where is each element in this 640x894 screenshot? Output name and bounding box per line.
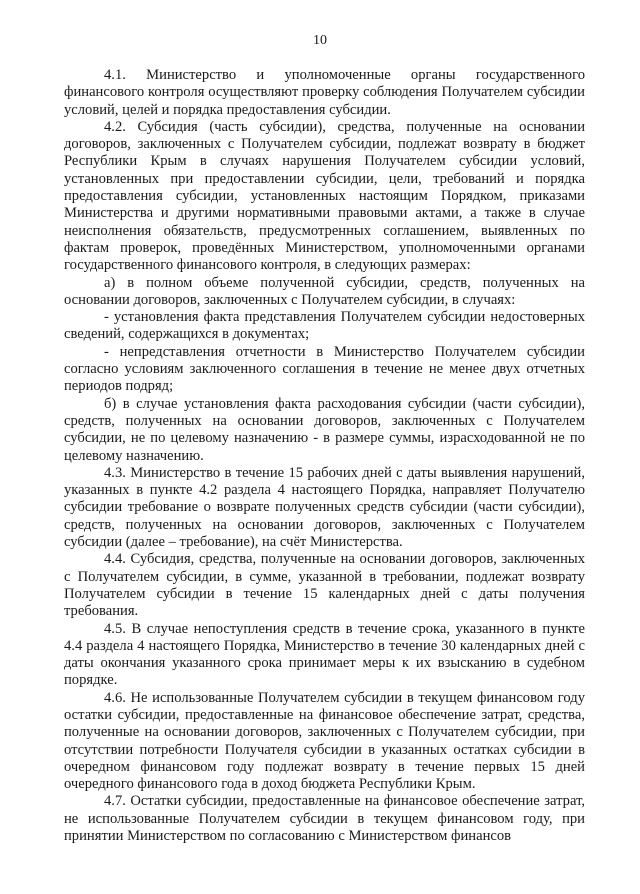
paragraph-4-1: 4.1. Министерство и уполномоченные органы государственного финансового контроля осуществляют проверку соблюдения Получателем субсидии условий, целей и порядка предоставления субсидии. (64, 67, 585, 118)
page-number: 10 (313, 33, 327, 48)
paragraph-4-5: 4.5. В случае непоступления средств в течение срока, указанного в пункте 4.4 раздела 4 настоящего Порядка, Министерство в течение 30 календарных дней с даты окончания указанного срока принимает меры к их взысканию в судебном порядке. (64, 620, 585, 689)
paragraph-4-2: 4.2. Субсидия (часть субсидии), средства, полученные на основании договоров, заключенных с Получателем субсидии, подлежат возврату в бюджет Республики Крым в случаях нарушения Получателем субсидии условий, установленных при предоставлении субсидии, цели, требований и порядка предоставления субсидии, установленных настоящим Порядком, приказами Министерства и другими нормативными правовыми актами, а также в случае неисполнения обязательств, предусмотренных соглашением, выявленных по фактам проверок, проведённых Министерством, уполномоченными органами государственного финансового контроля, в следующих размерах: (64, 118, 585, 274)
paragraph-4-6: 4.6. Не использованные Получателем субсидии в текущем финансовом году остатки субсидии, предоставленные на финансовое обеспечение затрат, средства, полученные на основании договоров, заключенных с Получателем субсидии, при отсутствии потребности Получателя субсидии в указанных остатках субсидии в очередном финансовом году подлежат возврату в течение первых 15 дней очередного финансового года в доход бюджета Республики Крым. (64, 689, 585, 793)
paragraph-4-2-a: а) в полном объеме полученной субсидии, средств, полученных на основании договоров, заключенных с Получателем субсидии, в случаях: (64, 274, 585, 308)
paragraph-4-7: 4.7. Остатки субсидии, предоставленные на финансовое обеспечение затрат, не использованные Получателем субсидии в текущем финансовом году, при принятии Министерством по согласованию с Министерством финансов (64, 793, 585, 845)
paragraph-4-3: 4.3. Министерство в течение 15 рабочих дней с даты выявления нарушений, указанных в пункте 4.2 раздела 4 настоящего Порядка, направляет Получателю субсидии требование о возврате полученных средств субсидии (части субсидии), средств, полученных на основании договоров, заключенных с Получателем субсидии (далее – требование), на счёт Министерства. (64, 464, 585, 551)
paragraph-4-4: 4.4. Субсидия, средства, полученные на основании договоров, заключенных с Получателем субсидии, в сумме, указанной в требовании, подлежат возврату Получателем субсидии в течение 15 календарных дней с даты получения требования. (64, 551, 585, 620)
document-body (64, 67, 585, 845)
list-item-false-information: - установления факта представления Получателем субсидии недостоверных сведений, содержащихся в документах; (64, 309, 585, 343)
list-item-no-reporting: - непредставления отчетности в Министерство Получателем субсидии согласно условиям заключенного соглашения в течение не менее двух отчетных периодов подряд; (64, 343, 585, 395)
paragraph-4-2-b: б) в случае установления факта расходования субсидии (части субсидии), средств, полученных на основании договоров, заключенных с Получателем субсидии, не по целевому назначению - в размере суммы, израсходованной не по целевому назначению. (64, 395, 585, 464)
